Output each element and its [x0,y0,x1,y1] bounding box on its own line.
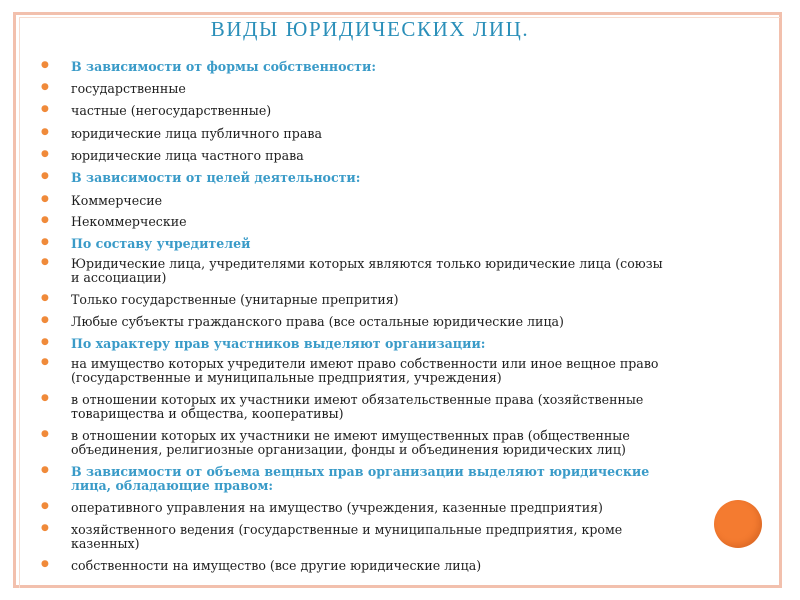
list-item-text [71,194,162,208]
text-line: юридические лица частного права [71,148,304,163]
list-item-text [71,149,304,163]
list-item-text [71,104,271,118]
bullet-icon: ● [41,104,49,114]
bullet-icon: ● [41,465,49,475]
list-item-text [71,393,643,421]
bullet-icon: ● [41,393,49,403]
text-line: В зависимости от формы собственности: [71,59,376,74]
list-item-text [71,257,663,285]
bullet-icon: ● [41,337,49,347]
list-item-text [71,315,564,329]
list-item-text [71,465,649,493]
text-line: оперативного управления на имущество (учреждения, казенные предприятия) [71,500,603,515]
text-line: Коммерчесие [71,193,163,208]
list-item-text [71,127,322,141]
list-item-text [71,237,250,251]
text-line: объединения, религиозные организации, фонды и объединения юридических лиц) [71,442,626,457]
bullet-icon: ● [41,315,49,325]
text-line: в отношении которых их участники имеют обязательственные права (хозяйственные [71,392,644,407]
bullet-icon: ● [41,237,49,247]
list-item-text [71,357,659,385]
list-item-text [71,60,376,74]
list-item-text [71,501,603,515]
text-line: Некоммерческие [71,214,187,229]
bullet-icon: ● [41,501,49,511]
bullet-icon: ● [41,82,49,92]
text-line: Юридические лица, учредителями которых являются только юридические лица (союзы [71,256,663,271]
list-item-text [71,293,399,307]
list-item-text [71,429,630,457]
list-item-text [71,171,360,185]
bullet-icon: ● [41,215,49,225]
list-item-text [71,215,187,229]
bullet-icon: ● [41,194,49,204]
text-line: В зависимости от объема вещных прав организации выделяют юридические [71,464,650,479]
bullet-icon: ● [41,149,49,159]
bullet-icon: ● [41,559,49,569]
text-line: (государственные и муниципальные предприятия, учреждения) [71,370,502,385]
text-line: товарищества и общества, кооперативы) [71,406,344,421]
text-line: лица, обладающие правом: [71,478,274,493]
text-line: По характеру прав участников выделяют организации: [71,336,486,351]
text-line: собственности на имущество (все другие юридические лица) [71,558,482,573]
text-line: Только государственные (унитарные препрития) [71,292,399,307]
bullet-icon: ● [41,171,49,181]
text-line: юридические лица публичного права [71,126,322,141]
bullet-icon: ● [41,293,49,303]
bullet-icon: ● [41,523,49,533]
text-line: и ассоциации) [71,270,167,285]
text-line: В зависимости от целей деятельности: [71,170,361,185]
text-line: По составу учредителей [71,236,251,251]
text-line: хозяйственного ведения (государственные и муниципальные предприятия, кроме [71,522,623,537]
list-item-text [71,337,485,351]
text-line: государственные [71,81,186,96]
bullet-icon: ● [41,127,49,137]
list-item-text [71,82,186,96]
text-line: частные (негосударственные) [71,103,272,118]
text-line: Любые субъекты гражданского права (все остальные юридические лица) [71,314,564,329]
bullet-icon: ● [41,60,49,70]
slide-title: ВИДЫ ЮРИДИЧЕСКИХ ЛИЦ. [210,17,530,41]
bullet-icon: ● [41,357,49,367]
list-item-text [71,523,622,551]
bullet-icon: ● [41,257,49,267]
bullet-icon: ● [41,429,49,439]
text-line: на имущество которых учредители имеют право собственности или иное вещное право [71,356,659,371]
text-line: в отношении которых их участники не имеют имущественных прав (общественные [71,428,630,443]
text-line: казенных) [71,536,140,551]
list-item-text [71,559,481,573]
decorative-circle [714,500,762,548]
